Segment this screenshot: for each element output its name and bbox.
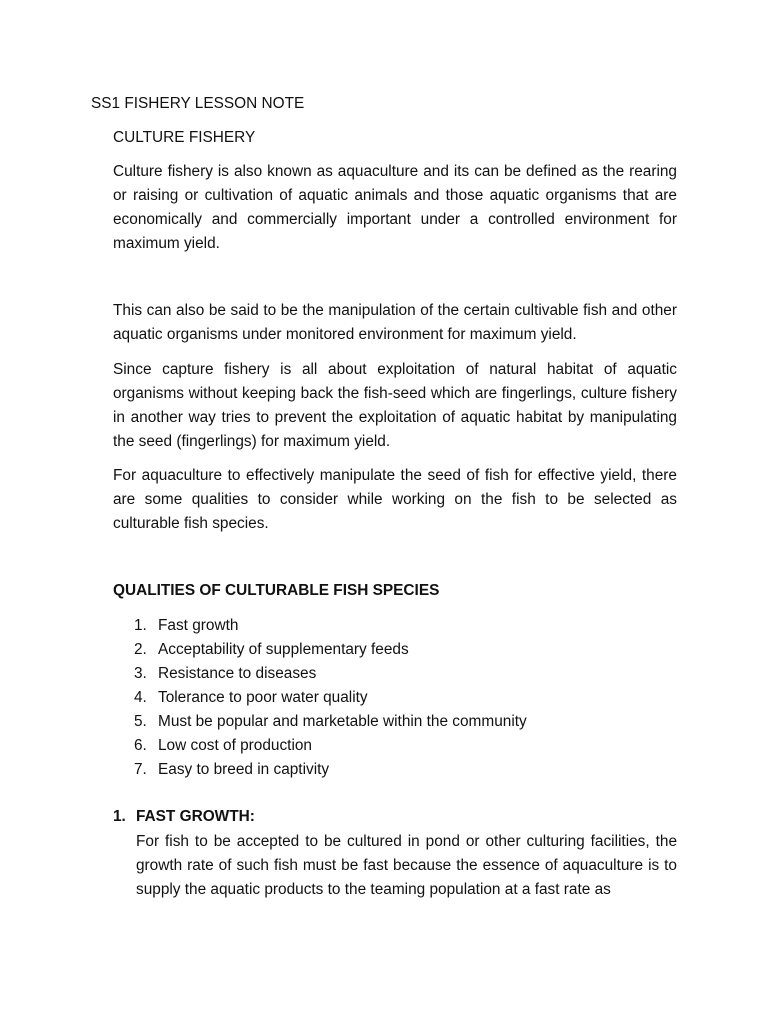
list-item-number: 7. <box>134 761 147 778</box>
fast-growth-number: 1. <box>113 808 126 825</box>
list-item-number: 2. <box>134 641 147 658</box>
list-item-text: Resistance to diseases <box>158 665 317 682</box>
list-item <box>113 710 527 734</box>
paragraph-definition: Culture fishery is also known as aquaculture and its can be defined as the rearing or raising or cultivation of aquatic animals and those aquatic organisms that are economically and commercially important under a controlled environment for maximum yield. <box>113 163 677 252</box>
list-item-number: 3. <box>134 665 147 682</box>
paragraph-qualities-intro: For aquaculture to effectively manipulate the seed of fish for effective yield, there are some qualities to consider while working on the fish to be selected as culturable fish species. <box>113 467 677 532</box>
list-item <box>113 662 527 686</box>
list-item-text: Easy to breed in captivity <box>158 761 330 778</box>
paragraph-fast-growth: For fish to be accepted to be cultured in pond or other culturing facilities, the growth rate of such fish must be fast because the essence of aquaculture is to supply the aquatic products to the teaming population at a fast rate as <box>136 833 677 898</box>
fast-growth-heading-text: FAST GROWTH: <box>136 808 255 825</box>
list-item <box>113 734 527 758</box>
list-item-number: 6. <box>134 737 147 754</box>
list-item <box>113 758 527 782</box>
list-item-text: Must be popular and marketable within the community <box>158 713 527 730</box>
paragraph-manipulation: This can also be said to be the manipulation of the certain cultivable fish and other aquatic organisms under monitored environment for maximum yield. <box>113 302 677 343</box>
document-title: SS1 FISHERY LESSON NOTE <box>91 95 305 112</box>
section-title: CULTURE FISHERY <box>113 129 256 146</box>
qualities-list <box>113 614 527 782</box>
qualities-heading: QUALITIES OF CULTURABLE FISH SPECIES <box>113 582 440 599</box>
list-item <box>113 638 527 662</box>
list-item-text: Acceptability of supplementary feeds <box>158 641 409 658</box>
list-item-text: Low cost of production <box>158 737 312 754</box>
list-item <box>113 614 527 638</box>
list-item-number: 5. <box>134 713 147 730</box>
list-item-number: 4. <box>134 689 147 706</box>
paragraph-capture-fishery: Since capture fishery is all about exploitation of natural habitat of aquatic organisms without keeping back the fish-seed which are fingerlings, culture fishery in another way tries to prevent the exploitation of aquatic habitat by manipulating the seed (fingerlings) for maximum yield. <box>113 361 677 450</box>
list-item <box>113 686 527 710</box>
list-item-number: 1. <box>134 617 147 634</box>
list-item-text: Fast growth <box>158 617 239 634</box>
list-item-text: Tolerance to poor water quality <box>158 689 368 706</box>
fast-growth-heading <box>113 806 255 828</box>
